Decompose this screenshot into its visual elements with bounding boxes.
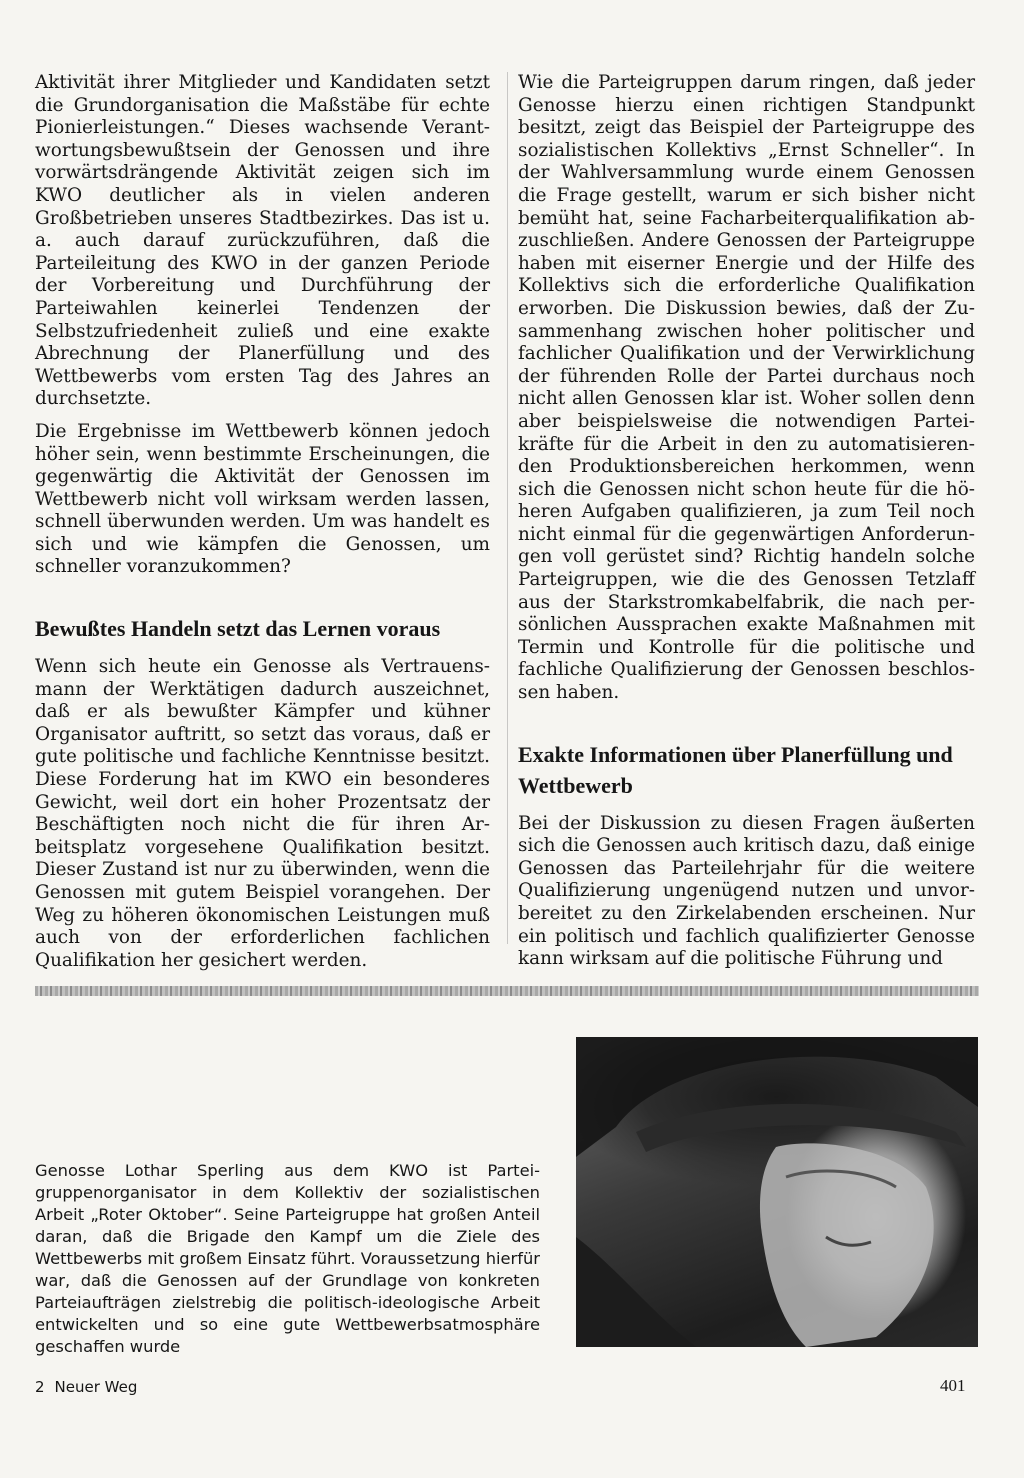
section-heading-informationen: Exakte Informationen über Planerfüllung und Wettbewerb bbox=[518, 741, 953, 798]
page-number: 401 bbox=[940, 1376, 966, 1395]
left-column bbox=[35, 72, 490, 982]
left-paragraph-2: Die Ergebnisse im Wettbewerb können jedoch höher sein, wenn bestimmte Erscheinungen, die gegenwärtig die Aktivität der Genossen im Wettbewerb nicht voll wirksam werden lassen, schnell überwunden werden. Um was handelt es sich und wie kämpfen die Genossen, um schneller voranzukommen? bbox=[35, 420, 490, 578]
footer-publication bbox=[35, 1378, 137, 1396]
left-paragraph-3: Wenn sich heute ein Genosse als Vertrauensmann der Werktätigen dadurch auszeichnet, daß er als bewußter Kämpfer und kühner Organisator auftritt, so setzt das voraus, daß er gute politische und fachliche Kenntnisse besitzt. Diese Forderung hat im KWO ein besonderes Gewicht, weil dort ein hoher Prozentsatz der Beschäftigten noch nicht die für ihren Arbeitsplatz vorgesehene Qualifikation besitzt. Dieser Zustand ist nur zu überwinden, wenn die Genossen mit gutem Beispiel vorangehen. Der Weg zu höheren ökonomischen Leistungen muß auch von der erforderlichen fachlichen Qualifikation her gesichert werden. bbox=[35, 656, 490, 971]
right-paragraph-1: Wie die Parteigruppen darum ringen, daß jeder Genosse hierzu einen richtigen Standpunkt besitzt, zeigt das Beispiel der Parteigruppe des sozialistischen Kollektivs „Ernst Schneller“. In der Wahlversammlung wurde einem Genossen die Frage gestellt, warum er sich bisher nicht bemüht hat, seine Facharbeiterqualifikation abzuschließen. Andere Genossen der Parteigruppe haben mit eiserner Energie und der Hilfe des Kollektivs sich die erforderliche Qualifikation erworben. Die Diskussion bewies, daß der Zusammenhang zwischen hoher politischer und fachlicher Qualifikation und der Verwirklichung der führenden Rolle der Partei durchaus noch nicht allen Genossen klar ist. Woher sollen denn aber beispielsweise die notwendigen Parteikräfte für die Arbeit in den zu automatisierenden Produktionsbereichen herkommen, wenn sich die Genossen nicht schon heute für die höheren Aufgaben qualifizieren, ja zum Teil noch nicht einmal für die gegenwärtigen Anforderungen voll gerüstet sind? Richtig handeln solche Parteigruppen, wie die des Genossen Tetzlaff aus der Starkstromkabelfabrik, die nach persönlichen Aussprachen exakte Maßnahmen mit Termin und Kontrolle für die politische und fachliche Qualifizierung der Genossen beschlossen haben. bbox=[518, 72, 975, 704]
section-heading-lernen: Bewußtes Handeln setzt das Lernen voraus bbox=[35, 616, 441, 642]
left-paragraph-1: Aktivität ihrer Mitglieder und Kandidaten setzt die Grundorganisation die Maßstäbe für echte Pionierleistungen.“ Dieses wachsende Verantwortungsbewußtsein der Genossen und ihre vorwärtsdrängende Aktivität zeigen sich im KWO deutlicher als in vielen anderen Großbetrieben unseres Stadtbezirkes. Das ist u. a. auch darauf zurückzuführen, daß die Parteileitung des KWO in der ganzen Periode der Vorbereitung und Durchführung der Parteiwahlen keinerlei Tendenzen der Selbstzufriedenheit zuließ und eine exakte Abrechnung der Planerfüllung und des Wettbewerbs vom ersten Tag des Jahres an durchsetzte. bbox=[35, 72, 490, 410]
publication-name: Neuer Weg bbox=[54, 1378, 138, 1396]
photo-caption: Genosse Lothar Sperling aus dem KWO ist Parteigruppenorganisator in dem Kollektiv der sozialistischen Arbeit „Roter Oktober“. Seine Parteigruppe hat großen Anteil daran, daß die Brigade den Kampf um die Ziele des Wettbewerbs mit großem Einsatz führt. Voraussetzung hierfür war, daß die Genossen auf der Grundlage von konkreten Parteiaufträgen zielstrebig die politisch-ideologische Arbeit entwickelten und so eine gute Wettbewerbsatmosphäre geschaffen wurde bbox=[35, 1161, 540, 1356]
issue-number: 2 bbox=[35, 1378, 45, 1396]
column-divider bbox=[507, 72, 508, 944]
portrait-photo bbox=[576, 1037, 978, 1347]
decorative-separator-band bbox=[35, 986, 979, 996]
right-column bbox=[518, 72, 975, 981]
right-paragraph-2: Bei der Diskussion zu diesen Fragen äußerten sich die Genossen auch kritisch dazu, daß einige Genossen das Parteilehrjahr für die weitere Qualifizierung ungenügend nutzen und unvorbereitet zu den Zirkelabenden erscheinen. Nur ein politisch und fachlich qualifizierter Genosse kann wirksam auf die politische Führung und bbox=[518, 812, 975, 970]
portrait-illustration bbox=[576, 1037, 978, 1347]
